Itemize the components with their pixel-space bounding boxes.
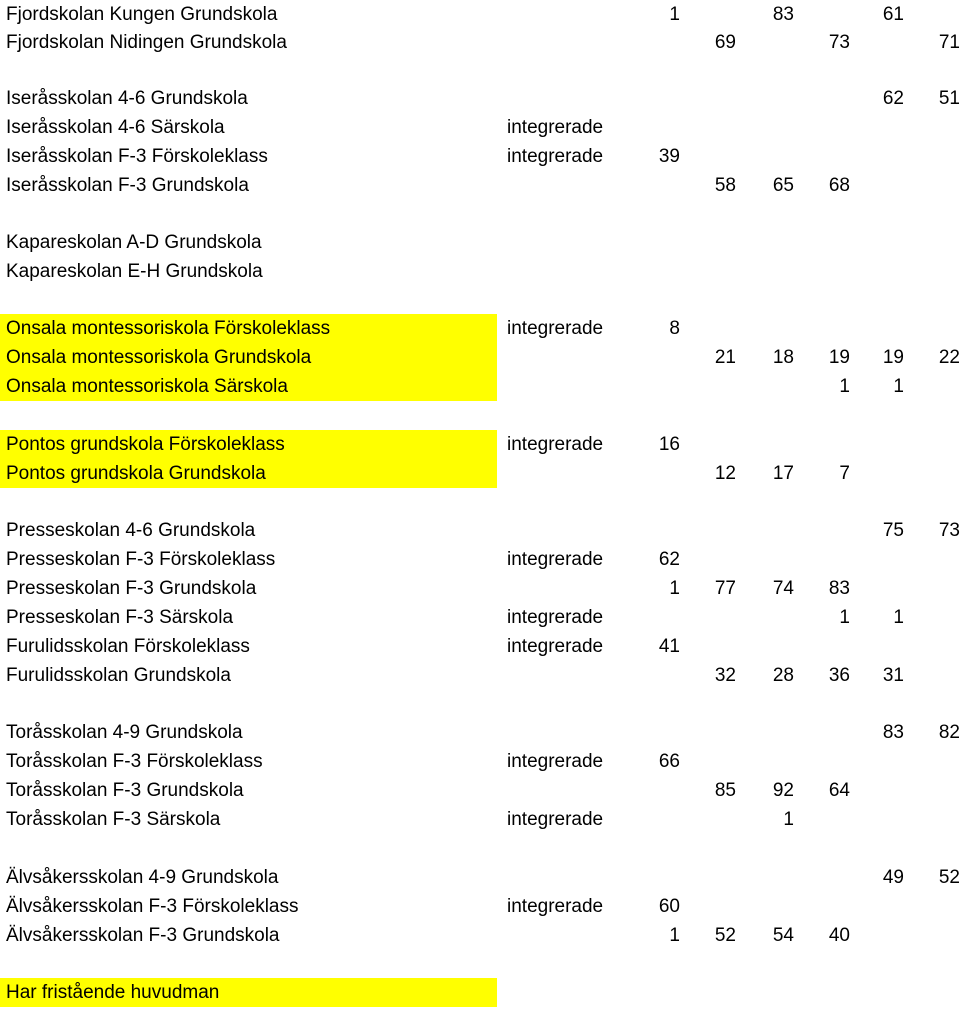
count-c2: 21	[714, 347, 736, 368]
count-c2: 58	[714, 175, 736, 196]
count-c1: 1	[669, 578, 680, 599]
school-name: Furulidsskolan Förskoleklass	[6, 636, 250, 657]
school-name: Älvsåkersskolan 4-9 Grundskola	[6, 867, 279, 888]
table-row	[0, 314, 960, 343]
school-name: Toråsskolan 4-9 Grundskola	[6, 722, 243, 743]
count-c6: 82	[938, 722, 960, 743]
table-row	[0, 142, 960, 171]
school-name: Toråsskolan F-3 Förskoleklass	[6, 751, 263, 772]
count-c1: 1	[669, 4, 680, 25]
count-c4: 7	[839, 463, 850, 484]
school-name: Kapareskolan A-D Grundskola	[6, 232, 262, 253]
table-row	[0, 343, 960, 372]
count-c4: 64	[828, 780, 850, 801]
integration-note: integrerade	[507, 896, 604, 917]
count-c3: 65	[772, 175, 794, 196]
integration-note: integrerade	[507, 607, 604, 628]
school-name: Fjordskolan Nidingen Grundskola	[6, 32, 287, 53]
count-c3: 74	[772, 578, 794, 599]
count-c5: 61	[882, 4, 904, 25]
count-c5: 1	[893, 376, 904, 397]
table-row	[0, 372, 960, 401]
count-c6: 71	[938, 32, 960, 53]
table-row	[0, 516, 960, 545]
school-name: Onsala montessoriskola Förskoleklass	[6, 318, 331, 339]
count-c5: 19	[882, 347, 904, 368]
count-c5: 75	[882, 520, 904, 541]
school-name: Älvsåkersskolan F-3 Förskoleklass	[6, 896, 299, 917]
count-c3: 28	[772, 665, 794, 686]
count-c2: 85	[714, 780, 736, 801]
school-name: Iseråsskolan 4-6 Grundskola	[6, 88, 248, 109]
integration-note: integrerade	[507, 809, 604, 830]
count-c1: 39	[658, 146, 680, 167]
school-name: Presseskolan F-3 Särskola	[6, 607, 234, 628]
integration-note: integrerade	[507, 146, 604, 167]
count-c1: 1	[669, 925, 680, 946]
integration-note: integrerade	[507, 751, 604, 772]
count-c3: 1	[783, 809, 794, 830]
table-row	[0, 228, 960, 257]
table-row	[0, 545, 960, 574]
count-c5: 49	[882, 867, 904, 888]
table-row	[0, 776, 960, 805]
table-row	[0, 718, 960, 747]
table-row	[0, 632, 960, 661]
school-name: Toråsskolan F-3 Särskola	[6, 809, 221, 830]
count-c1: 8	[669, 318, 680, 339]
count-c1: 62	[658, 549, 680, 570]
school-name: Onsala montessoriskola Särskola	[6, 376, 288, 397]
school-name: Älvsåkersskolan F-3 Grundskola	[6, 925, 280, 946]
school-name: Pontos grundskola Grundskola	[6, 463, 266, 484]
school-name: Fjordskolan Kungen Grundskola	[6, 4, 278, 25]
count-c3: 17	[772, 463, 794, 484]
count-c4: 73	[828, 32, 850, 53]
table-row	[0, 28, 960, 57]
table-row	[0, 0, 960, 29]
school-name: Iseråsskolan 4-6 Särskola	[6, 117, 225, 138]
count-c1: 60	[658, 896, 680, 917]
school-name: Iseråsskolan F-3 Grundskola	[6, 175, 249, 196]
count-c3: 92	[772, 780, 794, 801]
table-row	[0, 171, 960, 200]
school-name: Kapareskolan E-H Grundskola	[6, 261, 263, 282]
table-row	[0, 574, 960, 603]
count-c2: 32	[714, 665, 736, 686]
count-c4: 68	[828, 175, 850, 196]
count-c4: 1	[839, 607, 850, 628]
school-name: Toråsskolan F-3 Grundskola	[6, 780, 244, 801]
table-row	[0, 661, 960, 690]
table-row	[0, 459, 960, 488]
table-row	[0, 978, 960, 1007]
count-c5: 83	[882, 722, 904, 743]
count-c3: 83	[772, 4, 794, 25]
school-name: Presseskolan F-3 Förskoleklass	[6, 549, 276, 570]
table-row	[0, 84, 960, 113]
count-c6: 22	[938, 347, 960, 368]
count-c2: 52	[714, 925, 736, 946]
count-c2: 12	[714, 463, 736, 484]
school-name: Pontos grundskola Förskoleklass	[6, 434, 285, 455]
count-c4: 19	[828, 347, 850, 368]
count-c6: 73	[938, 520, 960, 541]
school-name: Iseråsskolan F-3 Förskoleklass	[6, 146, 268, 167]
count-c5: 31	[882, 665, 904, 686]
table-row	[0, 257, 960, 286]
count-c3: 54	[772, 925, 794, 946]
count-c2: 69	[714, 32, 736, 53]
table-row	[0, 892, 960, 921]
integration-note: integrerade	[507, 318, 604, 339]
count-c1: 66	[658, 751, 680, 772]
school-name: Onsala montessoriskola Grundskola	[6, 347, 312, 368]
school-name: Har fristående huvudman	[6, 982, 220, 1003]
count-c4: 1	[839, 376, 850, 397]
count-c4: 36	[828, 665, 850, 686]
count-c6: 52	[938, 867, 960, 888]
table-row	[0, 603, 960, 632]
count-c5: 1	[893, 607, 904, 628]
count-c2: 77	[714, 578, 736, 599]
count-c3: 18	[772, 347, 794, 368]
integration-note: integrerade	[507, 434, 604, 455]
count-c5: 62	[882, 88, 904, 109]
table-row	[0, 430, 960, 459]
table-row	[0, 805, 960, 834]
count-c1: 41	[658, 636, 680, 657]
count-c4: 83	[828, 578, 850, 599]
table-row	[0, 747, 960, 776]
school-name: Furulidsskolan Grundskola	[6, 665, 231, 686]
integration-note: integrerade	[507, 636, 604, 657]
integration-note: integrerade	[507, 117, 604, 138]
table-row	[0, 863, 960, 892]
table-row	[0, 113, 960, 142]
count-c1: 16	[658, 434, 680, 455]
integration-note: integrerade	[507, 549, 604, 570]
school-name: Presseskolan F-3 Grundskola	[6, 578, 257, 599]
table-row	[0, 921, 960, 950]
count-c6: 51	[938, 88, 960, 109]
count-c4: 40	[828, 925, 850, 946]
school-name: Presseskolan 4-6 Grundskola	[6, 520, 256, 541]
